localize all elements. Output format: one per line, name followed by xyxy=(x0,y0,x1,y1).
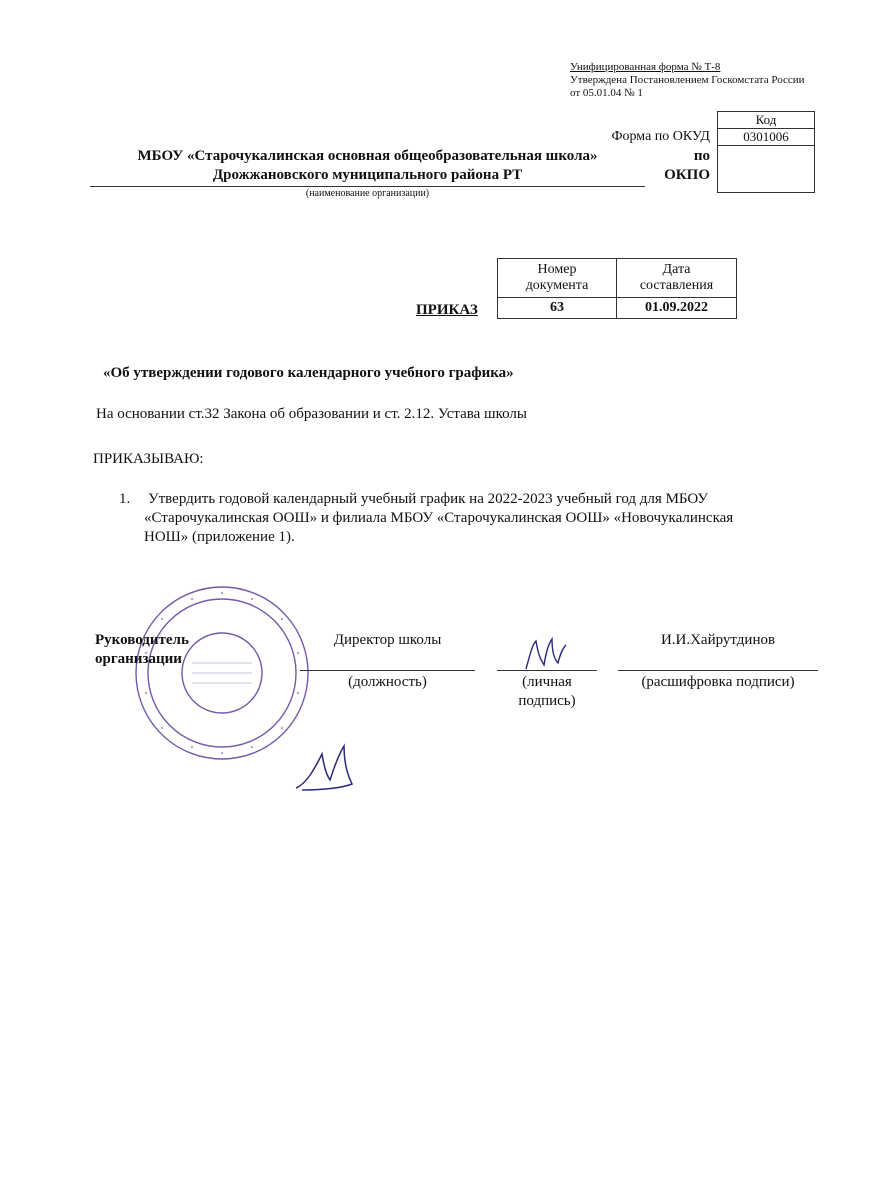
organization-name-line2: Дрожжановского муниципального района РТ xyxy=(212,167,523,183)
official-seal xyxy=(132,583,312,763)
order-subject: «Об утверждении годового календарного учебного графика» xyxy=(103,365,514,381)
okud-label: Форма по ОКУД xyxy=(611,129,710,144)
signer-name: И.И.Хайрутдинов xyxy=(660,632,776,648)
order-number: 63 xyxy=(498,298,617,319)
code-header: Код xyxy=(718,112,815,129)
order-title: ПРИКАЗ xyxy=(416,302,478,318)
order-table xyxy=(497,258,737,319)
handwritten-signature xyxy=(522,635,572,675)
date-header: Дата составления xyxy=(617,259,737,298)
signature-caption-1: (личная xyxy=(522,674,572,690)
item-line-3: НОШ» (приложение 1). xyxy=(144,529,295,545)
position: Директор школы xyxy=(333,632,442,648)
okpo-label-po: по xyxy=(693,148,710,164)
okpo-value xyxy=(718,146,815,193)
okud-value: 0301006 xyxy=(718,129,815,146)
form-reference xyxy=(570,61,805,100)
approval-note: Утверждена Постановлением Госкомстата России xyxy=(570,74,805,86)
order-basis: На основании ст.32 Закона об образовании и ст. 2.12. Устава школы xyxy=(96,406,527,422)
head-label-line2: организации xyxy=(95,651,182,667)
code-table xyxy=(717,111,815,193)
stamp-signature xyxy=(292,740,362,795)
item-number: 1. xyxy=(119,491,131,507)
signer-name-line xyxy=(618,670,818,671)
form-title: Унифицированная форма № Т-8 xyxy=(570,61,721,73)
head-label-line1: Руководитель xyxy=(95,632,189,648)
signature-caption-2: подпись) xyxy=(518,693,576,709)
organization-caption: (наименование организации) xyxy=(305,188,430,199)
organization-underline xyxy=(90,186,645,187)
position-line xyxy=(300,670,475,671)
organization-name-line1: МБОУ «Старочукалинская основная общеобразовательная школа» xyxy=(137,148,598,164)
order-command: ПРИКАЗЫВАЮ: xyxy=(93,451,204,467)
okpo-label: ОКПО xyxy=(664,167,710,183)
approval-date: от 05.01.04 № 1 xyxy=(570,87,643,99)
number-header: Номер документа xyxy=(498,259,617,298)
signer-name-caption: (расшифровка подписи) xyxy=(641,674,795,690)
item-line-1: Утвердить годовой календарный учебный график на 2022-2023 учебный год для МБОУ xyxy=(148,491,709,507)
position-caption: (должность) xyxy=(348,674,427,690)
order-date: 01.09.2022 xyxy=(617,298,737,319)
item-line-2: «Старочукалинская ООШ» и филиала МБОУ «Старочукалинская ООШ» «Новочукалинская xyxy=(144,510,734,526)
